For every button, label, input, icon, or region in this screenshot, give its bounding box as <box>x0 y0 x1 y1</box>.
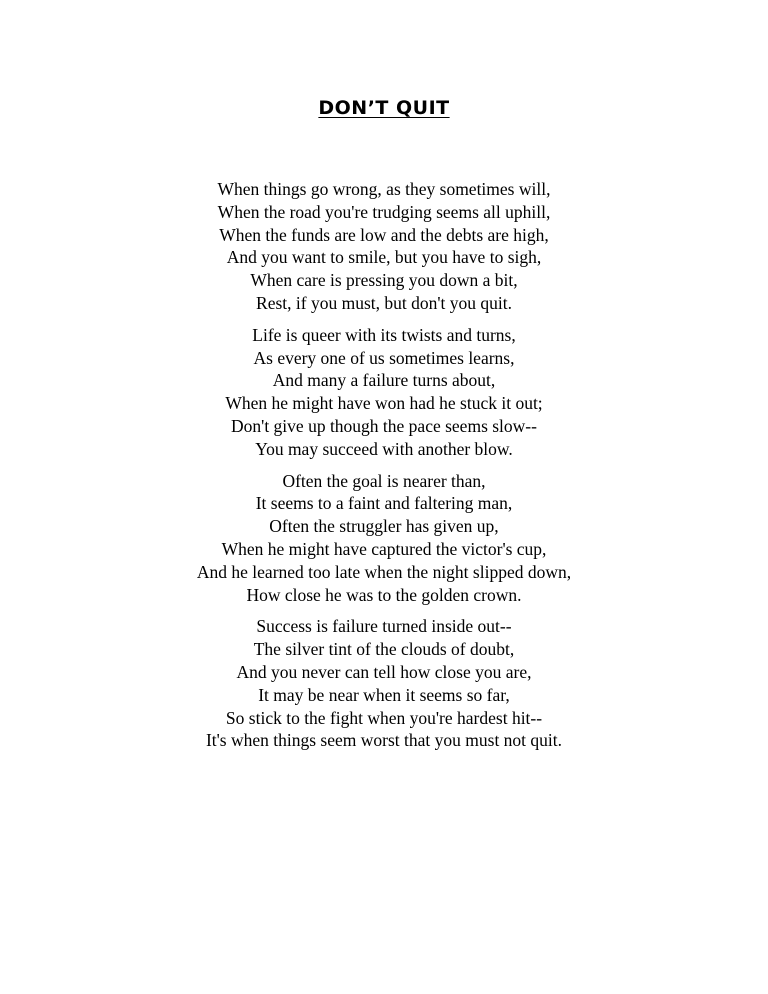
poem-line: Often the goal is nearer than, <box>282 470 486 491</box>
poem-title: DON’T QUIT <box>318 97 450 119</box>
poem-line: Success is failure turned inside out-- <box>256 616 512 637</box>
poem-line: When the road you're trudging seems all uphill, <box>217 201 551 222</box>
poem-line: When things go wrong, as they sometimes will, <box>217 179 551 199</box>
poem-line: And you never can tell how close you are, <box>236 661 532 682</box>
poem-line: As every one of us sometimes learns, <box>253 347 515 368</box>
stanza-4 <box>0 615 768 752</box>
stanza-2 <box>0 324 768 461</box>
poem-line: It may be near when it seems so far, <box>258 684 510 705</box>
poem-line: When the funds are low and the debts are high, <box>219 224 549 245</box>
poem-line: It's when things seem worst that you must not quit. <box>205 730 563 751</box>
stanza-3 <box>0 470 768 607</box>
poem-line: And many a failure turns about, <box>272 370 496 391</box>
poem-line: Rest, if you must, but don't you quit. <box>256 292 512 313</box>
poem-line: The silver tint of the clouds of doubt, <box>253 639 515 660</box>
poem-line: Life is queer with its twists and turns, <box>252 324 516 345</box>
poem-line: When he might have captured the victor's cup, <box>221 538 547 559</box>
poem-line: And he learned too late when the night slipped down, <box>196 561 572 582</box>
poem-line: It seems to a faint and faltering man, <box>255 493 513 514</box>
poem-line: When he might have won had he stuck it out; <box>225 393 543 414</box>
poem-line: And you want to smile, but you have to sigh, <box>226 247 542 268</box>
poem-line: So stick to the fight when you're hardest hit-- <box>225 707 543 728</box>
poem-body <box>0 178 768 761</box>
poem-line: Often the struggler has given up, <box>269 516 499 537</box>
poem-line: You may succeed with another blow. <box>255 438 513 459</box>
poem-line: How close he was to the golden crown. <box>246 584 522 605</box>
stanza-1 <box>0 178 768 315</box>
poem-line: When care is pressing you down a bit, <box>250 270 518 291</box>
poem-line: Don't give up though the pace seems slow-- <box>231 415 537 436</box>
